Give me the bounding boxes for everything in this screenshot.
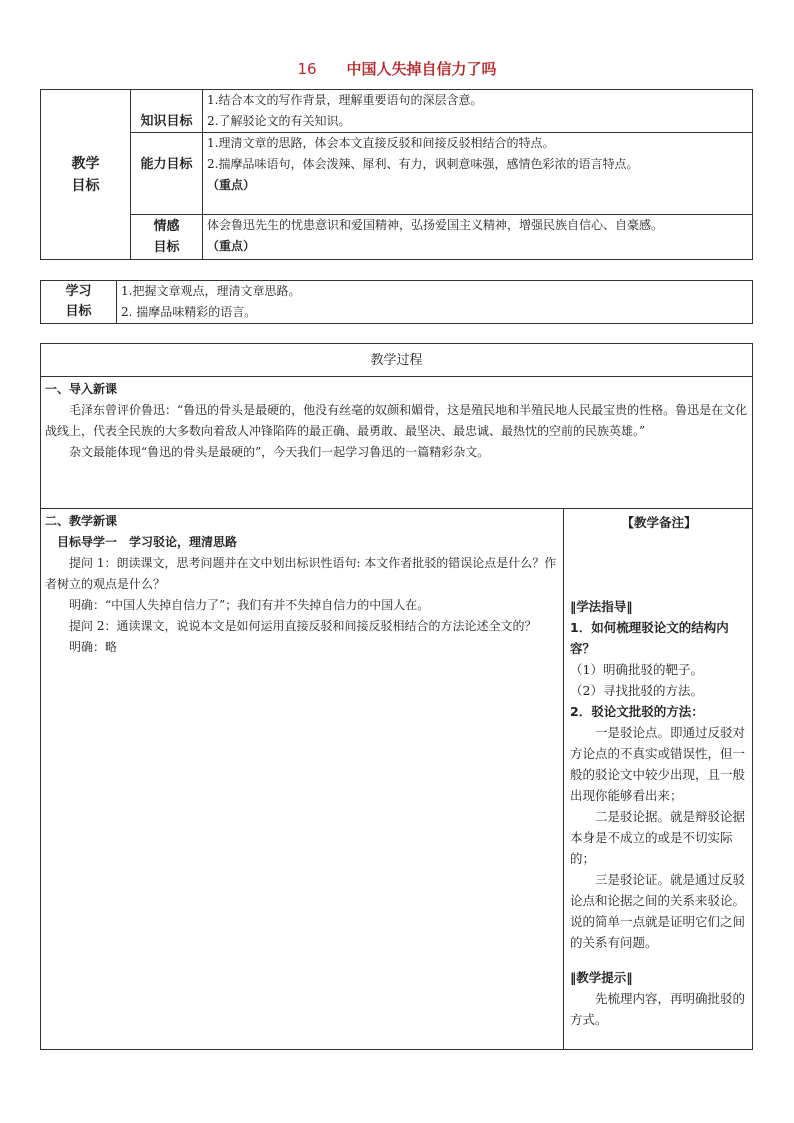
method-2: 二是驳论据。就是辩驳论据本身是不成立的或是不切实际的； [570,809,746,866]
teaching-tip-title: ‖教学提示‖ [570,970,633,985]
emotion-goal-content: 体会鲁迅先生的忧患意识和爱国精神，弘扬爱国主义精神，增强民族自信心、自豪感。 （重点） [203,215,753,260]
new-lesson-title: 二、教学新课 [45,514,118,528]
new-lesson-section [41,509,564,1050]
method-1: 一是驳论点。即通过反驳对方论点的不真实或错误性，但一般的驳论文中较少出现，且一般出现你能够看出来； [570,725,746,803]
teaching-process-header: 教学过程 [41,344,753,377]
lesson-number: 16 [297,60,317,78]
lesson-title: 中国人失掉自信力了吗 [346,60,497,78]
guide-question-1: 1．如何梳理驳论文的结构内容？ [570,620,729,656]
notes-header: 【教学备注】 [621,515,697,530]
method-3: 三是驳论证。就是通过反驳论点和论据之间的关系来驳论。说的简单一点就是证明它们之间的关系有问题。 [570,872,746,950]
intro-section [41,377,753,509]
answer-2: 明确：略 [69,640,118,654]
intro-title: 一、导入新课 [45,382,118,396]
knowledge-goal-label: 知识目标 [131,90,203,133]
intro-paragraph-2: 杂文最能体现“鲁迅的骨头是最硬的”，今天我们一起学习鲁迅的一篇精彩杂文。 [69,445,490,459]
emotion-goal-label: 情感 目标 [131,215,203,260]
teaching-tip-text: 先梳理内容，再明确批驳的方式。 [570,991,746,1027]
page-title [0,58,794,79]
study-goals-table [40,280,753,324]
teaching-goals-label: 教学 目标 [41,90,131,260]
new-lesson-subtitle: 目标导学一 学习驳论，理清思路 [57,535,238,549]
study-goals-label: 学习 目标 [41,281,117,324]
guide-item-1: （1）明确批驳的靶子。 [570,662,703,677]
knowledge-goal-content: 1.结合本文的写作背景，理解重要语句的深层含意。 2.了解驳论文的有关知识。 [203,90,753,133]
guide-item-2: （2）寻找批驳的方法。 [570,683,703,698]
question-1: 提问 1：朗读课文，思考问题并在文中划出标识性语句: 本文作者批驳的错误论点是什么？作者树立的观点是什么？ [45,556,557,591]
question-2: 提问 2：通读课文，说说本文是如何运用直接反驳和间接反驳相结合的方法论述全文的？ [69,619,537,633]
teaching-notes [564,509,753,1050]
study-guide-title: ‖学法指导‖ [570,599,633,614]
guide-question-2: 2．驳论文批驳的方法： [570,704,704,719]
teaching-goals-table [40,89,753,260]
answer-1: 明确：“中国人失掉自信力了”；我们有并不失掉自信力的中国人在。 [69,598,430,612]
ability-goal-label: 能力目标 [131,133,203,215]
teaching-process-table [40,343,753,509]
ability-goal-content: 1.理清文章的思路，体会本文直接反驳和间接反驳相结合的特点。 2.揣摩品味语句，体会泼辣、犀利、有力，讽刺意味强，感情色彩浓的语言特点。 （重点） [203,133,753,215]
study-goals-content: 1.把握文章观点，理清文章思路。 2. 揣摩品味精彩的语言。 [117,281,753,324]
new-lesson-table [40,508,753,1050]
intro-paragraph-1: 毛泽东曾评价鲁迅：“鲁迅的骨头是最硬的，他没有丝毫的奴颜和媚骨，这是殖民地和半殖民地人民最宝贵的性格。鲁迅是在文化战线上，代表全民族的大多数向着敌人冲锋陷阵的最正确、最勇敢、最坚决、最忠诚、最热忱的空前的民族英雄。” [45,403,748,438]
